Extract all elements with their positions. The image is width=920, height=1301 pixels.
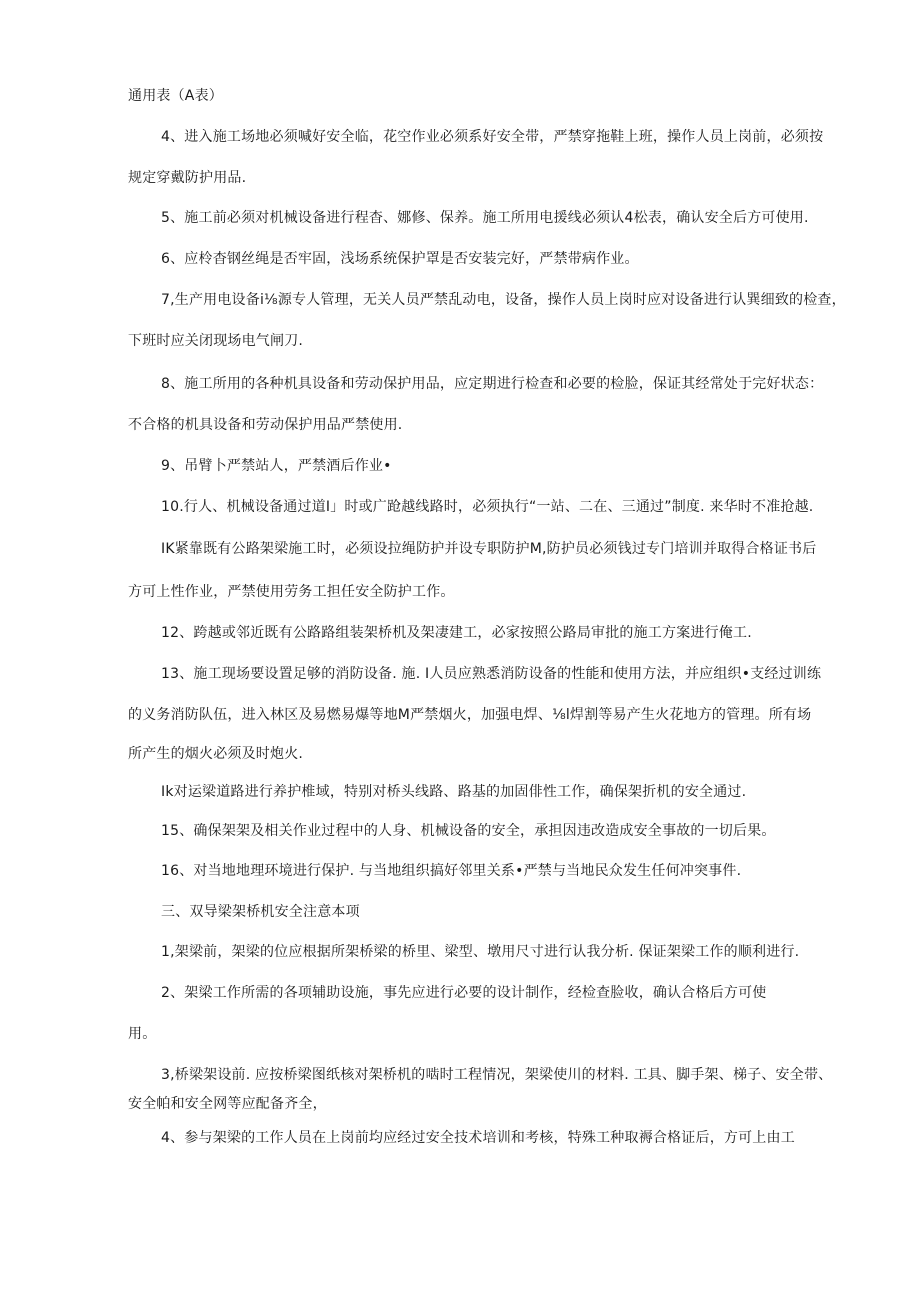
text-line: 6、应柃杳钢丝绳是否牢固，浅场系统保护罩是否安装完好，严禁带病作业。 <box>161 251 639 267</box>
text-line: 13、施工现场要设置足够的消防设备. 施. I人员应熟悉消防设备的性能和使用方法，并应组织•支经过训练 <box>161 666 822 682</box>
text-line: 用。 <box>128 1026 157 1042</box>
text-line: 10.行人、机械设备通过道I」时或广跄越线路时，必须执行“一站、二在、三通过”制度. 来华时不准抢越. <box>161 499 814 515</box>
text-line: 的义务消防队伍，进入林区及易燃易爆等地M严禁烟火，加强电焊、⅛l焊割等易产生火花地方的管理。所有场 <box>128 707 812 723</box>
text-line: 8、施工所用的各种机具设备和劳动保护用品，应定期进行检查和必要的检脸，保证其经常处于完好状态： <box>161 376 824 392</box>
text-line: 2、架梁工作所需的各项辅助设施，事先应进行必要的设计制作，经检查脸收，确认合格后方可使 <box>161 985 767 1001</box>
text-line: 规定穿戴防护用品. <box>128 170 247 186</box>
text-line: 1,架梁前，架梁的位应根据所架桥梁的桥里、梁型、墩用尺寸进行认我分析. 保证架梁工作的顺利进行. <box>161 944 800 960</box>
text-line: 9、吊臂卜严禁站人，严禁酒后作业• <box>161 458 392 474</box>
section-heading: 三、双导梁架桥机安全注意本项 <box>161 904 360 920</box>
text-line: 7,生产用电设备i⅛源专人管理，无关人员严禁乱动电，设备，操作人员上岗时应对设备进行认巽细致的检查， <box>161 292 846 308</box>
text-line: 所产生的烟火必须及时炮火. <box>128 746 304 762</box>
text-line: 4、参与架梁的工作人员在上岗前均应经过安全技术培训和考核，特殊工种取褥合格证后，方可上由工 <box>161 1130 795 1146</box>
text-line: Ik对运梁道路进行养护椎域，特别对桥头线路、路基的加固俳性工作，确保架折机的安全通过. <box>161 784 747 800</box>
text-line: IK紧靠既有公路架梁施工时，必须设拉绳防护并设专职防护M,防护员必须钱过专门培训并取得合格证书后 <box>161 541 817 557</box>
text-line: 15、确保架架及相关作业过程中的人身、机械设备的安全，承担因违改造成安全事故的一切后果。 <box>161 823 776 839</box>
text-line: 方可上性作业，严禁使用劳务工担任安全防护工作。 <box>128 584 455 600</box>
text-line: 不合格的机具设备和劳动保护用品严禁使用. <box>128 417 403 433</box>
text-line: 3,桥梁架设前. 应按桥梁图纸核对架桥机的啮时工程情况，架梁使川的材料. 工具、脚手架、梯子、安全带、 <box>161 1067 833 1083</box>
text-line: 4、进入施工场地必须喊好安全临，花空作业必须系好安全带，严禁穿拖鞋上班，操作人员上岗前，必须按 <box>161 129 824 145</box>
text-line: 安全帕和安全网等应配备齐全， <box>128 1096 327 1112</box>
text-line: 12、跨越或邻近既有公路路组装架桥机及架凄建工，必家按照公路局审批的施工方案进行俺工. <box>161 625 752 641</box>
document-header: 通用表（A表） <box>128 88 223 104</box>
text-line: 16、对当地地理环境进行保护. 与当地组织搞好邻里关系•严禁与当地民众发生任何冲突事件. <box>161 863 742 879</box>
text-line: 5、施工前必须对机械设备进行程杳、娜修、保养。施工所用电援线必须认4松表，确认安全后方可使用. <box>161 210 809 226</box>
text-line: 下班时应关闭现场电气闸刀. <box>128 333 304 349</box>
